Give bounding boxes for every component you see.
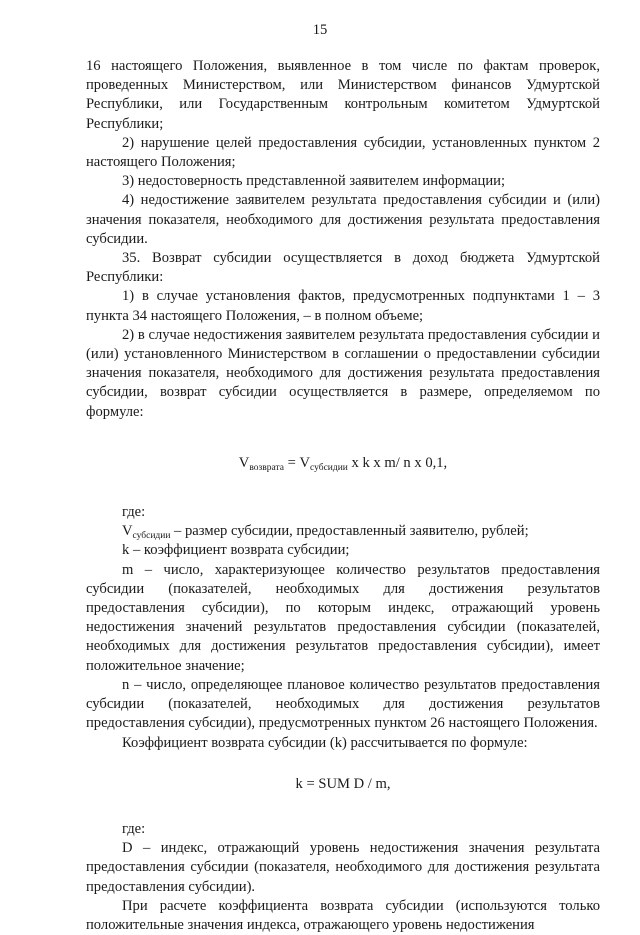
formula-sub-right: субсидии (310, 462, 348, 473)
page-number: 15 (312, 22, 328, 38)
paragraph-p2: 2) нарушение целей предоставления субсидии, установленных пунктом 2 настоящего Положения; (86, 134, 600, 171)
formula-k: k = SUM D / m, (295, 775, 391, 792)
definition-k: k – коэффициент возврата субсидии; (122, 542, 350, 559)
formula-sub-left: возврата (249, 462, 284, 473)
def-v-text: – размер субсидии, предоставленный заявителю, рублей; (170, 523, 529, 540)
k-intro: Коэффициент возврата субсидии (k) рассчитывается по формуле: (122, 734, 528, 751)
paragraph-p1: 16 настоящего Положения, выявленное в том числе по фактам проверок, проведенных Министерством, или Министерством финансов Удмуртской Республики, или Государственным контрольным комитетом Удмуртской Республики; (86, 58, 600, 132)
paragraph-p7: 2) в случае недостижения заявителем результата предоставления субсидии и (или) установленного Министерством в соглашении о предоставлении субсидии значения показателя, необходимого для достижения результата предоставления субсидии, возврат субсидии осуществляется в размере, определяемом по формуле: (86, 326, 600, 420)
definition-d: D – индекс, отражающий уровень недостижения значения результата предоставления субсидии (показателя, необходимого для достижения результата предоставления субсидии). (86, 840, 600, 895)
definition-m: m – число, характеризующее количество результатов предоставления субсидии (показателей, необходимых для достижения результатов предоставления субсидии), по которым индекс, отражающий уровень недостижения значений результатов предоставления субсидии (показателей, необходимых для достижения результатов предоставления субсидии), имеет положительное значение; (86, 561, 600, 674)
formula-v-right: V (299, 454, 311, 471)
where-label-2: где: (122, 820, 146, 837)
def-v-sub: субсидии (132, 531, 171, 542)
formula-v-left: V (238, 454, 250, 471)
paragraph-last: При расчете коэффициента возврата субсидии (используются только положительные значения индекса, отражающего уровень недостижения (86, 897, 600, 933)
formula-equals: = (283, 454, 300, 471)
paragraph-p4: 4) недостижение заявителем результата предоставления субсидии и (или) значения показателя, необходимого для достижения результата предоставления субсидии. (86, 192, 600, 247)
definition-n: n – число, определяющее плановое количество результатов предоставления субсидии (показателей, необходимых для достижения результатов предоставления субсидии), предусмотренных пунктом 26 настоящего Положения. (86, 676, 600, 732)
document-body (86, 57, 600, 935)
where-label-1: где: (122, 504, 146, 521)
formula-rest: x k x m/ n x 0,1, (347, 454, 448, 471)
paragraph-p3: 3) недостоверность представленной заявителем информации; (122, 173, 506, 190)
definition-v (86, 522, 600, 541)
paragraph-p5: 35. Возврат субсидии осуществляется в доход бюджета Удмуртской Республики: (86, 250, 600, 286)
formula-return-amount (86, 454, 600, 473)
paragraph-p6: 1) в случае установления фактов, предусмотренных подпунктами 1 – 3 пункта 34 настоящего Положения, – в полном объеме; (86, 288, 600, 324)
def-v-symbol: V (122, 523, 133, 540)
